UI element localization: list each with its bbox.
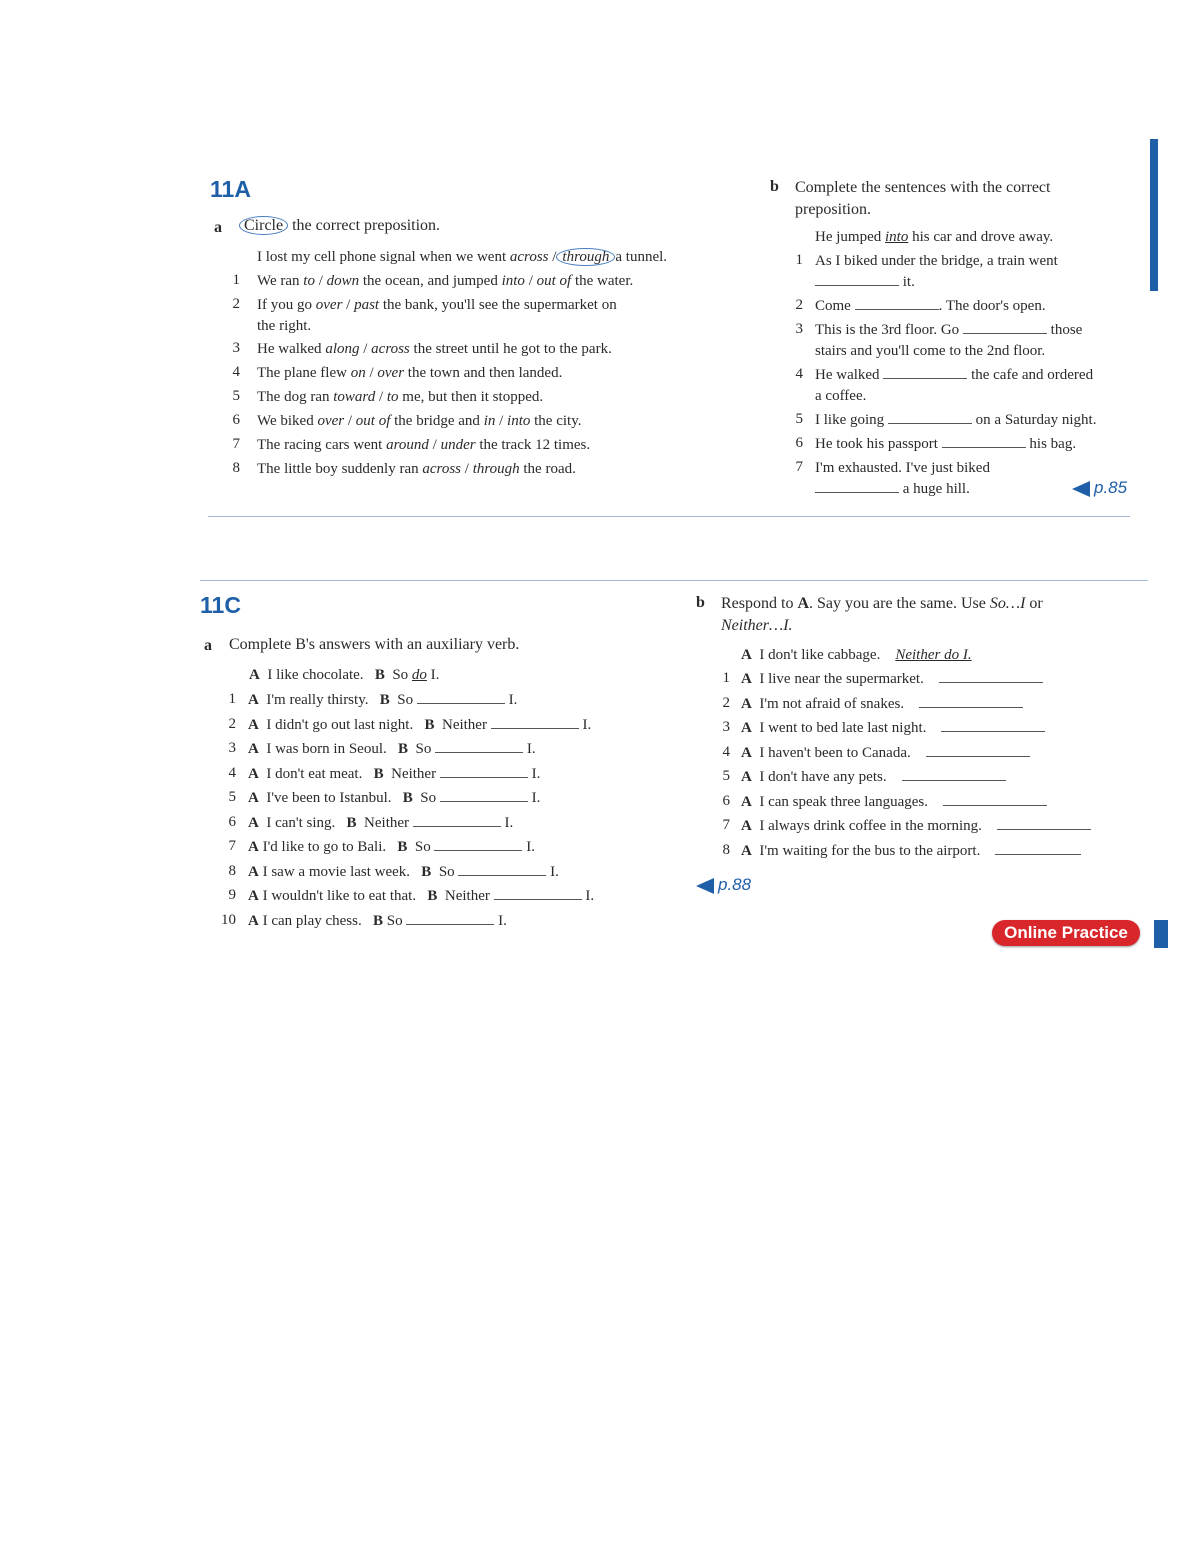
left-arrow-icon <box>696 878 714 894</box>
list-item: 3 This is the 3rd floor. Go those stairs and you'll come to the 2nd floor. <box>795 321 1083 359</box>
answer-blank[interactable] <box>963 321 1047 334</box>
left-arrow-icon <box>1072 481 1090 497</box>
page-edge-tab <box>1154 920 1168 948</box>
circle-word: Circle <box>239 216 288 235</box>
list-item: 1 As I biked under the bridge, a train went it. <box>795 252 1058 290</box>
answer-blank[interactable] <box>413 814 501 827</box>
answer-blank[interactable] <box>440 789 528 802</box>
answer-blank[interactable] <box>434 838 522 851</box>
answer-blank[interactable] <box>902 768 1006 781</box>
answer-blank[interactable] <box>939 670 1043 683</box>
instruction-11a-b: Complete the sentences with the correct preposition. <box>795 179 1051 218</box>
list-item: 7 I'm exhausted. I've just biked a huge hill. <box>795 459 990 497</box>
example-11a-a: I lost my cell phone signal when we went across / through a tunnel. <box>257 249 668 265</box>
exercise-letter-11a-a: a <box>214 219 222 236</box>
list-item: 2 Come . The door's open. <box>795 297 1046 314</box>
answer-blank[interactable] <box>815 273 899 286</box>
answer-blank[interactable] <box>458 863 546 876</box>
answer-blank[interactable] <box>417 691 505 704</box>
section-divider <box>208 516 1130 517</box>
answer-blank[interactable] <box>494 887 582 900</box>
answer-blank[interactable] <box>883 366 967 379</box>
list-item: 4 He walked the cafe and ordered a coffee. <box>795 366 1094 404</box>
answer-blank[interactable] <box>406 912 494 925</box>
page-reference-11a[interactable]: p.85 <box>1072 478 1127 498</box>
exercise-letter-11c-b: b <box>696 594 705 611</box>
instruction-11a-a: Circle the correct preposition. <box>239 217 440 235</box>
answer-blank[interactable] <box>926 744 1030 757</box>
answer-blank[interactable] <box>815 480 899 493</box>
instruction-11c-b: Respond to A. Say you are the same. Use So…I or Neither…I. <box>721 595 1043 634</box>
answer-blank[interactable] <box>491 716 579 729</box>
answer-blank[interactable] <box>997 817 1091 830</box>
page-edge-bar <box>1150 139 1158 291</box>
page-reference-11c[interactable]: p.88 <box>696 875 751 895</box>
item-list-11a-b <box>785 252 1145 504</box>
answer-blank[interactable] <box>942 435 1026 448</box>
answer-blank[interactable] <box>943 793 1047 806</box>
section-title-11c: 11C <box>200 592 241 618</box>
answer-blank[interactable] <box>440 765 528 778</box>
answer-blank[interactable] <box>435 740 523 753</box>
answer-blank[interactable] <box>855 297 939 310</box>
exercise-letter-11c-a: a <box>204 637 212 654</box>
section-divider <box>200 580 1148 581</box>
exercise-letter-11a-b: b <box>770 178 779 195</box>
section-title-11a: 11A <box>210 176 251 202</box>
example-11c-b: A I don't like cabbage. Neither do I. <box>741 647 972 663</box>
list-item: 5 I like going on a Saturday night. <box>795 411 1097 428</box>
answer-blank[interactable] <box>919 695 1023 708</box>
example-11a-b: He jumped into his car and drove away. <box>815 229 1054 245</box>
online-practice-button[interactable]: Online Practice <box>992 920 1140 946</box>
answer-blank[interactable] <box>888 411 972 424</box>
answer-blank[interactable] <box>995 842 1081 855</box>
instruction-11c-a: Complete B's answers with an auxiliary verb. <box>229 636 520 653</box>
answer-blank[interactable] <box>941 719 1045 732</box>
example-11c-a: A I like chocolate. B So do I. <box>249 667 440 683</box>
list-item: 6 He took his passport his bag. <box>795 435 1077 452</box>
